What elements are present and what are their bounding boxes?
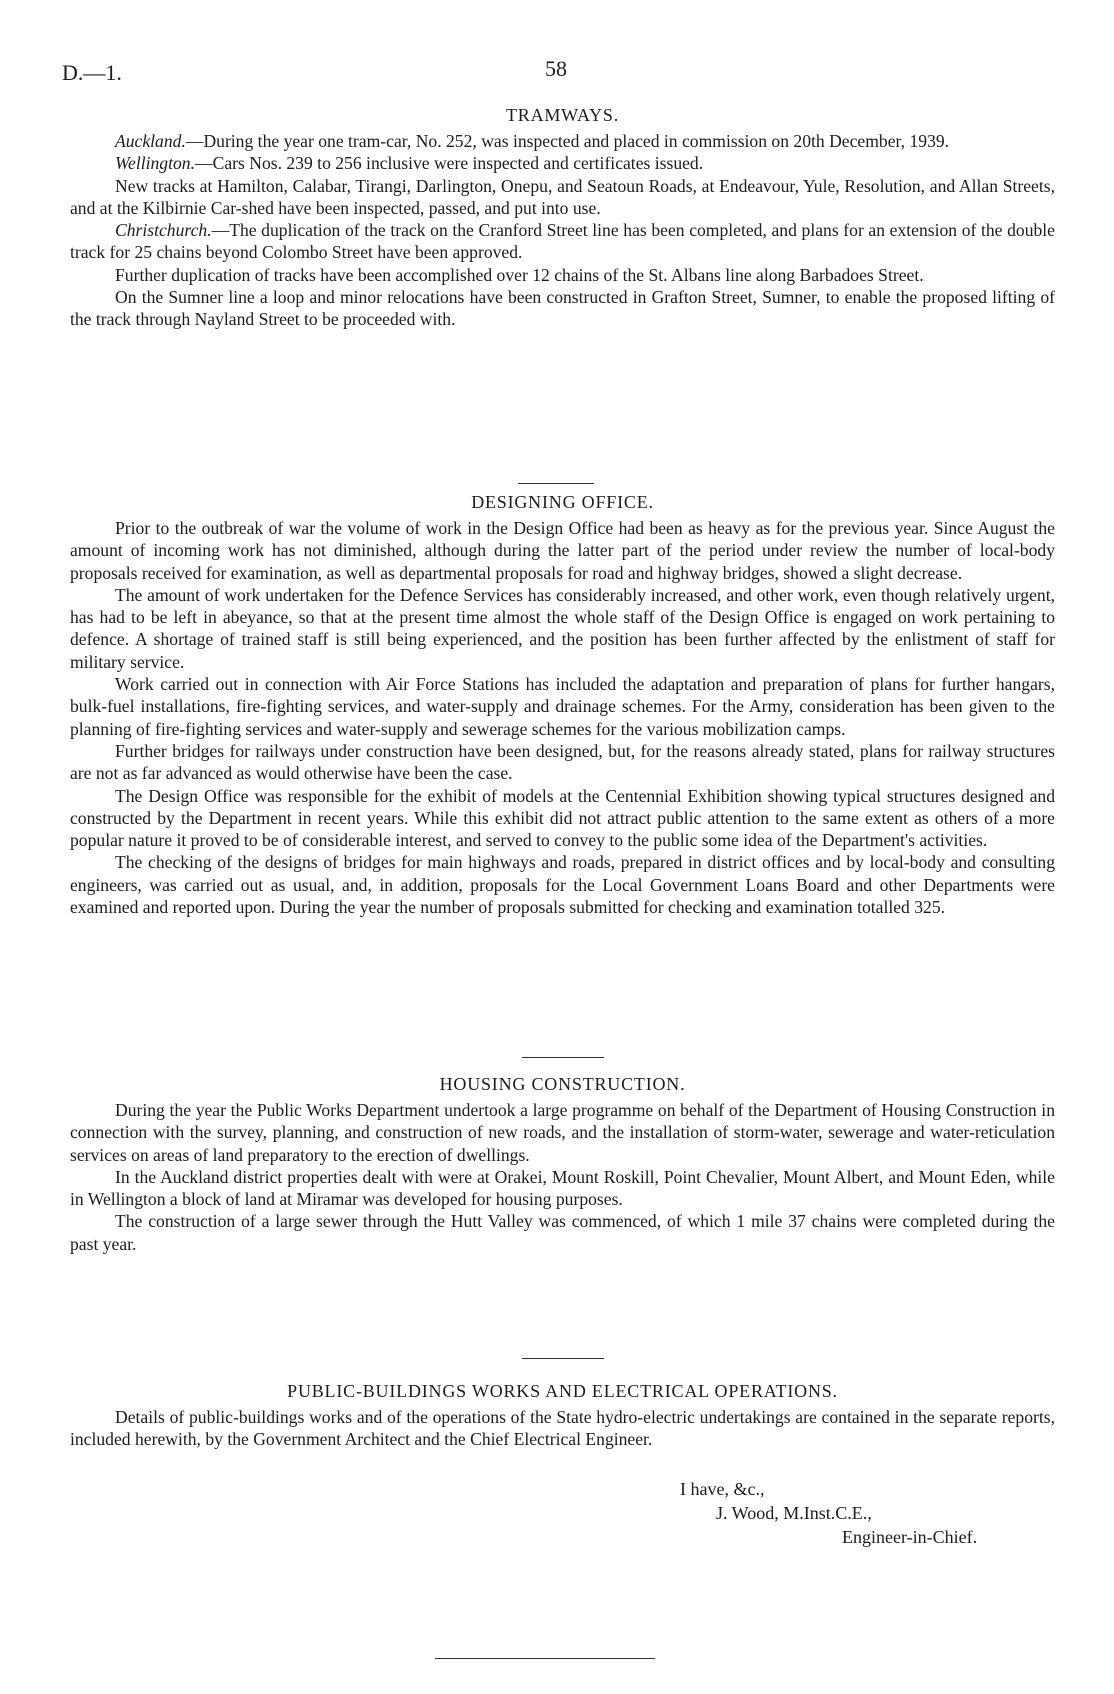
page-number: 58 (545, 56, 567, 81)
tramways-heading: TRAMWAYS. (505, 105, 620, 125)
housing-construction-heading: HOUSING CONSTRUCTION. (439, 1074, 686, 1094)
designing-paragraph-3: Work carried out in connection with Air Force Stations has included the adaptation and preparation of plans for further hangars, bulk-fuel installations, fire-fighting services, and water-supply and drainage schemes. For the Army, consideration has been given to the planning of fire-fighting services and water-supply and sewerage schemes for the various mobilization camps. (70, 674, 1055, 739)
closing-line: I have, &c., (680, 1479, 765, 1499)
auckland-text: —During the year one tram-car, No. 252, was inspected and placed in commission on 20th December, 1939. (185, 131, 950, 151)
designing-paragraph-4: Further bridges for railways under construction have been designed, but, for the reasons already stated, plans for railway structures are not as far advanced as would otherwise have been the case. (70, 740, 1055, 784)
public-buildings-heading: PUBLIC-BUILDINGS WORKS AND ELECTRICAL OPERATIONS. (287, 1381, 838, 1401)
further-duplication-paragraph: Further duplication of tracks have been accomplished over 12 chains of the St. Albans line along Barbadoes Street. (115, 264, 924, 285)
designing-paragraph-6: The checking of the designs of bridges for main highways and roads, prepared in district offices and by local-body and consulting engineers, was carried out as usual, and, in addition, proposals for the Local Government Loans Board and other Departments were examined and reported upon. During the year the number of proposals submitted for checking and examination totalled 325. (70, 852, 1055, 918)
designing-office-section (70, 491, 1055, 918)
housing-construction-section (70, 1073, 1055, 1255)
wellington-paragraph (70, 152, 1055, 174)
wellington-text: —Cars Nos. 239 to 256 inclusive were inspected and certificates issued. (195, 153, 704, 174)
tramways-section (70, 104, 1055, 331)
signatory-name: J. Wood, M.Inst.C.E., (716, 1503, 872, 1523)
auckland-paragraph (70, 130, 1055, 152)
section-divider (522, 1057, 604, 1058)
designing-paragraph-5: The Design Office was responsible for the exhibit of models at the Centennial Exhibition showing typical structures designed and constructed by the Department in recent years. While this exhibit did not attract public attention to the same extent as others of a more popular nature it proved to be of considerable interest, and served to convey to the public some idea of the Department's activities. (70, 785, 1055, 851)
wellington-heading: Wellington. (115, 153, 195, 174)
housing-paragraph-3: The construction of a large sewer through the Hutt Valley was commenced, of which 1 mile 37 chains were completed during the past year. (70, 1211, 1055, 1254)
public-buildings-section (70, 1380, 1055, 1451)
auckland-heading: Auckland. (115, 131, 186, 151)
designing-paragraph-2: The amount of work undertaken for the Defence Services has considerably increased, and other work, even though relatively urgent, has had to be left in abeyance, so that at the present time almost the whole staff of the Design Office is engaged on work pertaining to defence. A shortage of trained staff is still being experienced, and the position has been further affected by the enlistment of staff for military service. (70, 584, 1055, 672)
housing-paragraph-2: In the Auckland district properties dealt with were at Orakei, Mount Roskill, Point Chevalier, Mount Albert, and Mount Eden, while in Wellington a block of land at Miramar was developed for housing purposes. (70, 1166, 1055, 1210)
new-tracks-paragraph: New tracks at Hamilton, Calabar, Tirangi, Darlington, Onepu, and Seatoun Roads, at Endeavour, Yule, Resolution, and Allan Streets, and at the Kilbirnie Car-shed have been inspected, passed, and put into use. (70, 175, 1055, 218)
christchurch-paragraph (70, 219, 1055, 264)
section-divider (518, 483, 594, 484)
christchurch-heading: Christchurch. (115, 220, 212, 241)
christchurch-text: —The duplication of the track on the Cranford Street line has been completed, and plans for an extension of the double track for 25 chains beyond Colombo Street have been approved. (70, 220, 1055, 263)
end-divider (435, 1658, 655, 1659)
sumner-paragraph: On the Sumner line a loop and minor relocations have been constructed in Grafton Street, Sumner, to enable the proposed lifting of the track through Nayland Street to be proceeded with. (70, 287, 1055, 330)
designing-paragraph-1: Prior to the outbreak of war the volume of work in the Design Office had been as heavy as for the previous year. Since August the amount of incoming work has not diminished, although during the latter part of the period under review the number of local-body proposals received for examination, as well as departmental proposals for road and highway bridges, showed a slight decrease. (70, 518, 1055, 583)
housing-paragraph-1: During the year the Public Works Department undertook a large programme on behalf of the Department of Housing Construction in connection with the survey, planning, and construction of new roads, and the installation of storm-water, sewerage and water-reticulation services on areas of land preparatory to the erection of dwellings. (70, 1100, 1055, 1165)
signatory-title: Engineer-in-Chief. (842, 1527, 978, 1547)
designing-office-heading: DESIGNING OFFICE. (471, 492, 654, 512)
section-divider (522, 1358, 604, 1359)
document-reference: D.—1. (62, 60, 122, 85)
public-buildings-paragraph: Details of public-buildings works and of the operations of the State hydro-electric undertakings are contained in the separate reports, included herewith, by the Government Architect and the Chief Electrical Engineer. (70, 1407, 1055, 1450)
